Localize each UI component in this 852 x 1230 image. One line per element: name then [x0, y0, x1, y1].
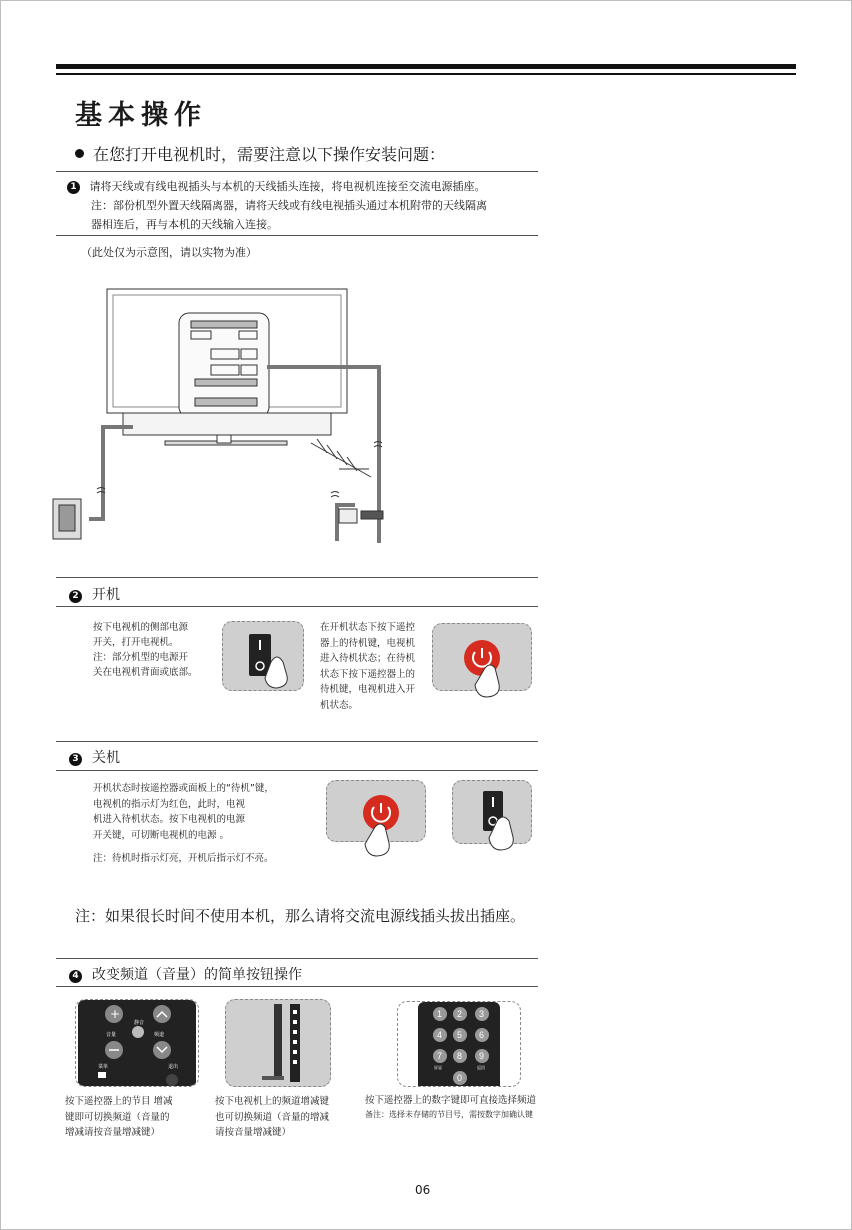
divider — [56, 235, 538, 236]
svg-text:2: 2 — [457, 1009, 463, 1019]
sec2-right-text: 在开机状态下按下遥控 器上的待机键，电视机 进入待机状态；在待机 状态下按下遥控器上的 待机键，电视机进入开 机状态。 — [320, 622, 416, 711]
divider — [56, 171, 538, 172]
page-title: 基本操作 — [75, 100, 207, 131]
diagram-caption: （此处仅为示意图，请以实物为准） — [81, 246, 257, 259]
svg-text:3: 3 — [479, 1009, 485, 1019]
svg-text:静音: 静音 — [134, 1020, 145, 1026]
step-number-2-icon: 2 — [69, 590, 82, 603]
intro-line: 在您打开电视机时，需要注意以下操作安装问题： — [75, 142, 445, 165]
remote-number-keys-illustration — [397, 1001, 521, 1087]
header-bar — [56, 64, 796, 69]
power-switch-illustration — [222, 621, 304, 691]
remote-volume-keys-illustration — [75, 999, 199, 1087]
divider — [56, 986, 538, 987]
divider — [56, 741, 538, 742]
svg-text:7: 7 — [437, 1051, 443, 1061]
svg-text:菜单: 菜单 — [98, 1064, 109, 1070]
tv-side-keys-illustration — [225, 999, 331, 1087]
sec4-caption-3: 按下遥控器上的数字键即可直接选择频道 备注：选择未存储的节目号，需按数字加确认键 — [365, 1095, 537, 1119]
section4-heading: 4 改变频道（音量）的简单按钮操作 — [69, 964, 302, 984]
svg-text:0: 0 — [457, 1073, 463, 1083]
section2-heading: 2 开机 — [69, 584, 120, 604]
step1-text: 1 请将天线或有线电视插头与本机的天线插头连接，将电视机连接至交流电源插座。 注：部份机型外置天线隔离器，请将天线或有线电视插头通过本机附带的天线隔离 器相连后，再与本机的天线输入连接。 — [67, 177, 537, 234]
svg-text:5: 5 — [457, 1030, 463, 1040]
divider — [56, 577, 538, 578]
svg-text:4: 4 — [437, 1030, 443, 1040]
step-number-1-icon: 1 — [67, 181, 80, 194]
page-number: 06 — [415, 1183, 431, 1197]
step-number-4-icon: 4 — [69, 970, 82, 983]
section3-heading: 3 关机 — [69, 747, 120, 767]
divider — [56, 606, 538, 607]
bullet-icon — [75, 149, 84, 158]
svg-text:屏显: 屏显 — [434, 1065, 442, 1070]
standby-button-illustration — [326, 780, 426, 842]
svg-text:返回: 返回 — [477, 1065, 485, 1070]
svg-text:1: 1 — [437, 1009, 443, 1019]
standby-button-illustration — [432, 623, 532, 691]
sec4-caption-1: 按下遥控器上的节目 增减 键即可切换频道（音量的 增减请按音量增减键） — [65, 1096, 173, 1138]
svg-text:频道: 频道 — [154, 1032, 165, 1038]
svg-text:8: 8 — [457, 1051, 463, 1061]
tv-connection-diagram — [45, 283, 405, 549]
power-switch-illustration — [452, 780, 532, 844]
sec2-left-text: 按下电视机的侧部电源 开关，打开电视机。 注：部分机型的电源开 关在电视机背面或底部。 — [93, 622, 198, 678]
power-cable — [89, 427, 133, 519]
unplug-note: 注：如果很长时间不使用本机，那么请将交流电源线插头拔出插座。 — [75, 907, 526, 925]
svg-text:音量: 音量 — [106, 1032, 117, 1038]
sec3-text: 开机状态时按遥控器或面板上的“待机”键， 电视机的指示灯为红色，此时，电视 机进入待机状态。按下电视机的电源 开关键，可切断电视机的电源 。 注：待机时指示灯亮，开机后指示灯不亮。 — [93, 783, 274, 864]
svg-text:9: 9 — [479, 1051, 485, 1061]
svg-text:+: + — [110, 1007, 121, 1021]
header-bar-thin — [56, 73, 796, 75]
divider — [56, 770, 538, 771]
svg-text:6: 6 — [479, 1030, 485, 1040]
divider — [56, 958, 538, 959]
step-number-3-icon: 3 — [69, 753, 82, 766]
sec4-caption-2: 按下电视机上的频道增减键 也可切换频道（音量的增减 请按音量增减键） — [215, 1096, 330, 1138]
svg-text:退出: 退出 — [168, 1064, 179, 1070]
